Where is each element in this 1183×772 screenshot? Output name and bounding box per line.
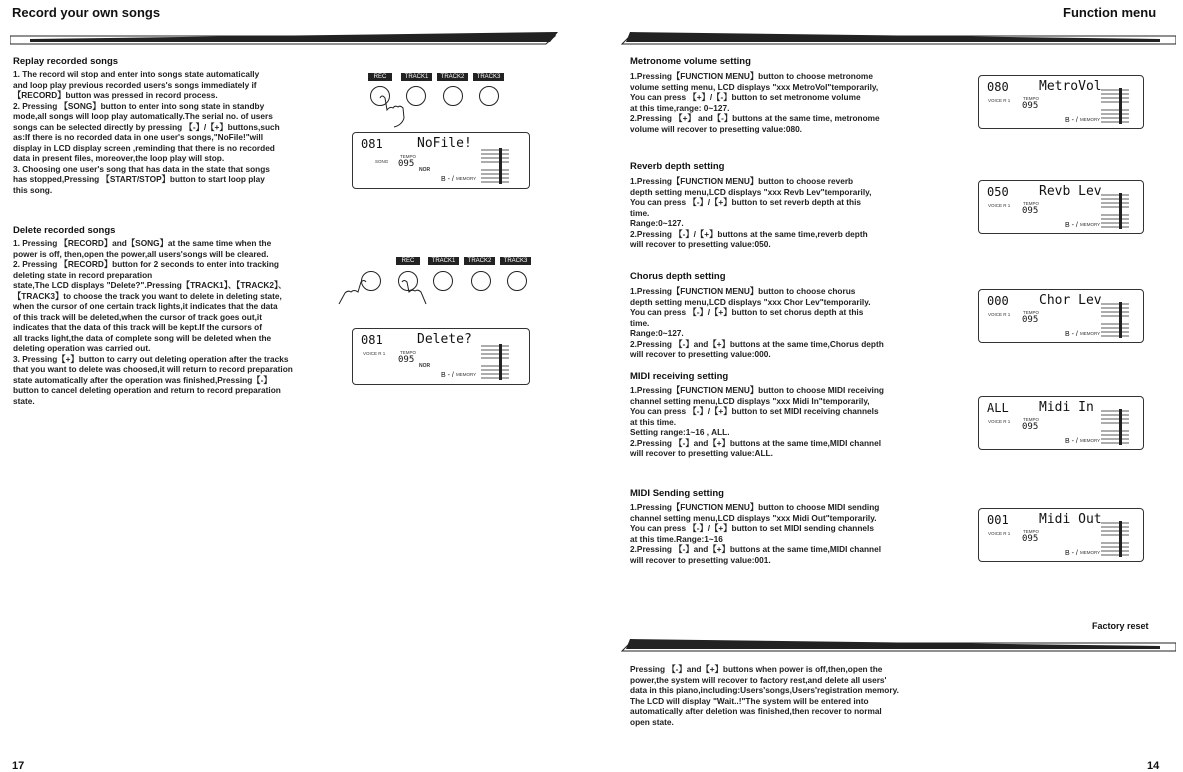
lcd-memory: MEMORY [1080,222,1101,227]
factory-reset-title: Factory reset [1092,621,1149,631]
lcd-tempo: 095 [1022,101,1039,111]
lcd-value: 000 [987,294,1009,308]
staff-icon [1101,191,1131,231]
staff-icon [1101,300,1131,340]
track3-button-2 [507,271,527,291]
lcd-voice-label: VOICE R 1 [988,312,1011,317]
lcd-voice-label: VOICE R 1 [988,98,1011,103]
hand-press-icon-right [394,278,434,312]
lcd-memory: MEMORY [1080,117,1101,122]
right-page-title: Function menu [1063,5,1157,20]
midi-receiving-title: MIDI receiving setting [630,371,729,382]
lcd-tempo-label: TEMPO [1023,417,1040,422]
track1-button-label-2: TRACK1 [428,257,459,265]
lcd-value: ALL [987,401,1009,415]
lcd-tempo: 095 [1022,534,1039,544]
lcd-voice-label: VOICE R 1 [988,531,1011,536]
lcd-message: Revb Lev [1039,184,1102,199]
lcd-memory: MEMORY [1080,550,1101,555]
track2-button-label: TRACK2 [437,73,468,81]
track3-button-label: TRACK3 [473,73,504,81]
right-page-number: 14 [1147,760,1160,772]
lcd-metronome [978,75,1144,129]
lcd-delete: 081 Delete? VOICE R 1 TEMPO 095 NOR B - / MEMORY [352,328,530,385]
lcd-tempo: 095 [1022,315,1039,325]
rec-button-label: REC [368,73,392,81]
chorus-title: Chorus depth setting [630,271,726,282]
lcd-tempo: 095 [1022,206,1039,216]
lcd-voice-label: VOICE R 1 [988,203,1011,208]
reverb-text: 1.Pressing【FUNCTION MENU】button to choose reverb depth setting menu,LCD displays "xxx Revb Lev"temporarily, You can press 【-】/【+】button to set reverb depth at this time. Range:0~127. 2.Pressing 【-】/【+】buttons at the same time,reverb depth will recover to presetting value:050. [630,176,872,249]
lcd-value: 050 [987,185,1009,199]
lcd-midi-in [978,396,1144,450]
metronome-text: 1.Pressing【FUNCTION MENU】button to choose metronome volume setting menu, LCD displays "xxx MetroVol"temporarily, You can press 【+】/【-】button to set metronome volume at this time,range: 0~127. 2.Pressing 【+】 and【-】buttons at the same time, metronome volume will recover to presetting value:080. [630,71,880,134]
track2-button-2 [471,271,491,291]
lcd-midi-out [978,508,1144,562]
chorus-text: 1.Pressing【FUNCTION MENU】button to choose chorus depth setting menu,LCD displays "xxx Chor Lev"temporarily. You can press 【-】/【+】button to set chorus depth at this time. Range:0~127. 2.Pressing 【-】and【+】buttons at the same time,Chorus depth will recover to presetting value:000. [630,286,884,359]
track1-button-2 [433,271,453,291]
lcd-message: Midi In [1039,400,1094,415]
lcd-tempo-label: TEMPO [1023,529,1040,534]
replay-title: Replay recorded songs [13,56,119,67]
delete-title: Delete recorded songs [13,225,116,236]
lcd-value: 080 [987,80,1009,94]
replay-text: 1. The record wil stop and enter into songs state automatically and loop play previous recorded users's songs immediately if 【RECORD】button was pressed in record process. 2. Pressing 【SONG】button to enter into song state in standby mode,all songs will loop play automatically.The serial no. of users songs can be selected directly by pressing 【-】/【+】buttons,such as:If there is no recorded data in one user's songs,"NoFile!"will display in LCD display screen ,reminding that there is no recorded data in present files, moreover,the loop play will stop. 3. Choosing one user's song that has data in the state that songs has stopped,Pressing 【START/STOP】button to start loop play this song. [13,69,280,195]
track2-button-label-2: TRACK2 [464,257,495,265]
lcd-memory: MEMORY [1080,331,1101,336]
left-page-title: Record your own songs [12,5,161,20]
hand-press-icon [372,92,412,128]
track2-button [443,86,463,106]
lcd-tempo: 095 [1022,422,1039,432]
staff-icon [1101,519,1131,559]
lcd-value: 001 [987,513,1009,527]
lcd-message: Chor Lev [1039,293,1102,308]
reverb-title: Reverb depth setting [630,161,725,172]
lcd-reverb [978,180,1144,234]
lcd-tempo-label: TEMPO [1023,201,1040,206]
staff-icon [1101,407,1131,447]
right-header-rule [620,30,1176,46]
lcd-chord: B - / [1065,550,1078,557]
hand-press-icon-left [336,278,376,312]
left-page-number: 17 [12,760,25,772]
lcd-nofile: 081 NoFile! SONG TEMPO 095 NOR B - / MEMORY [352,132,530,189]
lcd-message: Midi Out [1039,512,1102,527]
track1-button-label: TRACK1 [401,73,432,81]
track3-button [479,86,499,106]
lcd-message: MetroVol [1039,79,1102,94]
rec-button-label-2: REC [396,257,420,265]
midi-sending-text: 1.Pressing【FUNCTION MENU】button to choose MIDI sending channel setting menu,LCD displays "xxx Midi Out"temporarily. You can press 【-】/【+】button to set MIDI sending channels at this time.Range:1~16 2.Pressing 【-】and【+】buttons at the same time,MIDI channel will recover to presetting value:001. [630,502,882,565]
track3-button-label-2: TRACK3 [500,257,531,265]
lcd-tempo-label: TEMPO [1023,310,1040,315]
lcd-tempo-label: TEMPO [1023,96,1040,101]
factory-rule [620,637,1176,657]
lcd-chorus [978,289,1144,343]
factory-reset-text: Pressing 【-】and【+】buttons when power is off,then,open the power,the system will recover to factory rest,and delete all users' data in this piano,including:Users'songs,Users'registration memory. The LCD will display "Wait..!"The system will be entered into automatically after deletion was finished,then recover to normal open state. [630,664,899,727]
lcd-chord: B - / [1065,117,1078,124]
delete-text: 1. Pressing 【RECORD】and【SONG】at the same time when the power is off, then,open the power,all users'songs will be cleared. 2. Pressing 【RECORD】button for 2 seconds to enter into tracking deleting state in record preparation state,The LCD displays "Delete?".Pressing【TRACK1】、【TRACK2】、 【TRACK3】to choose the track you want to delete in deleting state, when the cursor of one certain track lights,it indicates that the data of this track will be deleted,when the cursor of track goes out,it indicates that the data of this track will be kept.If the cursors of all tracks light,the data of complete song will be deleted when the deleting operation was carried out. 3. Pressing【+】button to carry out deleting operation after the tracks that you want to delete was choosed,it will return to record preparation state automatically after the operation was finished,Pressing【-】 button to cancel deleting operation and return to record preparation state. [13,238,293,406]
lcd-voice-label: VOICE R 1 [988,419,1011,424]
staff-icon [1101,86,1131,126]
metronome-title: Metronome volume setting [630,56,751,67]
lcd-chord: B - / [1065,438,1078,445]
lcd-memory: MEMORY [1080,438,1101,443]
left-header-rule [10,30,560,46]
midi-sending-title: MIDI Sending setting [630,488,724,499]
midi-receiving-text: 1.Pressing【FUNCTION MENU】button to choose MIDI receiving channel setting menu,LCD displays "xxx Midi In"temporarily, You can press 【-】/【+】button to set MIDI receiving channels at this time. Setting range:1~16 , ALL. 2.Pressing 【-】and【+】buttons at the same time,MIDI channel will recover to presetting value:ALL. [630,385,884,458]
lcd-chord: B - / [1065,331,1078,338]
lcd-chord: B - / [1065,222,1078,229]
